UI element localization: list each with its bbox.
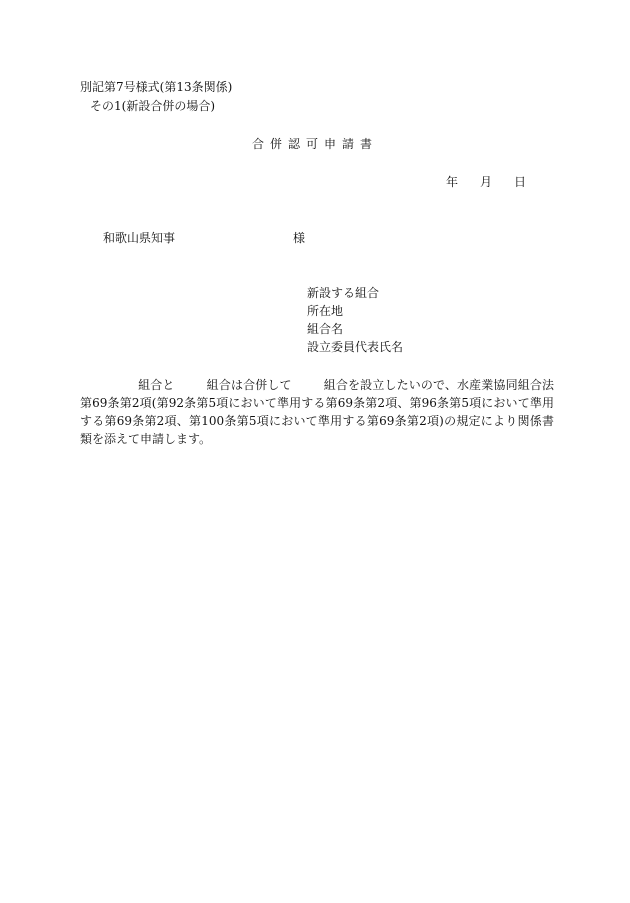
date-day-label: 日 bbox=[514, 175, 527, 189]
applicant-new-union-label: 新設する組合 bbox=[307, 286, 380, 300]
addressee-honorific: 様 bbox=[293, 231, 306, 245]
body-part-2: 組合は合併して bbox=[206, 378, 292, 392]
addressee-name: 和歌山県知事 bbox=[103, 231, 176, 245]
applicant-block bbox=[307, 284, 403, 356]
document-title: 合併認可申請書 bbox=[251, 137, 378, 151]
applicant-union-name-label: 組合名 bbox=[307, 322, 344, 336]
body-part-3: 組合を設立したいので、水産業協同組合法第69条第2項(第92条第5項において準用する第69条第2項、第96条第5項において準用する第69条第2項、第100条第5項において準用する第69条第2項)の規定により関係書類を添えて申請します。 bbox=[80, 378, 554, 446]
applicant-representative-label: 設立委員代表氏名 bbox=[307, 340, 404, 354]
date-month-label: 月 bbox=[480, 175, 493, 189]
form-subtitle: その1(新設合併の場合) bbox=[90, 99, 215, 113]
date-line bbox=[446, 173, 526, 191]
date-year-label: 年 bbox=[446, 175, 459, 189]
applicant-address-label: 所在地 bbox=[307, 304, 344, 318]
form-number: 別記第7号様式(第13条関係) bbox=[80, 80, 233, 94]
body-paragraph bbox=[80, 376, 554, 448]
body-part-1: 組合と bbox=[138, 378, 175, 392]
addressee-line bbox=[103, 229, 305, 247]
